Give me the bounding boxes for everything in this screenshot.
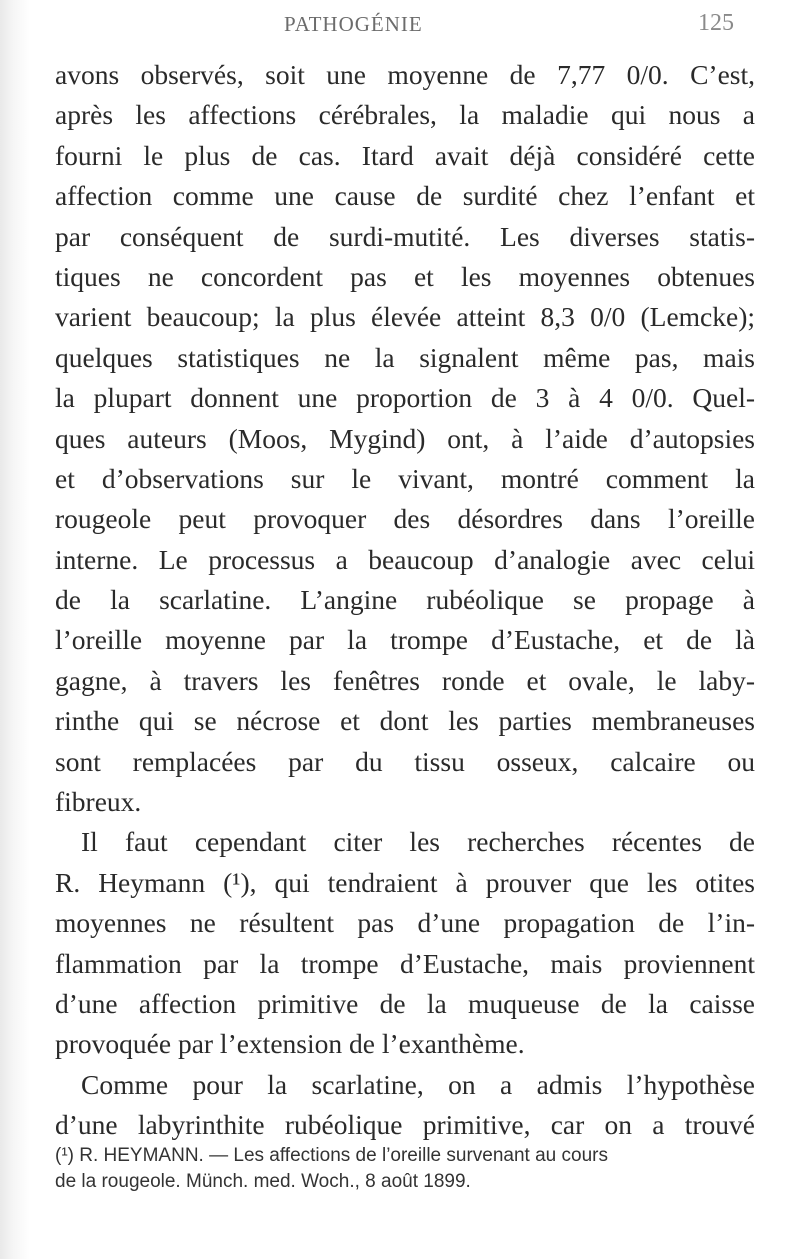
text-line: la plupart donnent une proportion de 3 à 4 0/0. Quel- (55, 382, 755, 414)
text-line: flammation par la trompe d’Eustache, mais proviennent (55, 947, 755, 979)
text-line: gagne, à travers les fenêtres ronde et ovale, le laby- (55, 664, 755, 696)
footnote-line: de la rougeole. Münch. med. Woch., 8 août 1899. (55, 1171, 471, 1192)
footnote-line: (¹) R. HEYMANN. — Les affections de l’oreille survenant au cours (55, 1145, 608, 1166)
paragraph-start-line: Comme pour la scarlatine, on a admis l’hypothèse (81, 1068, 755, 1100)
text-line: d’une labyrinthite rubéolique primitive, car on a trouvé (55, 1109, 755, 1141)
text-line: et d’observations sur le vivant, montré comment la (55, 462, 755, 494)
text-line: après les affections cérébrales, la maladie qui nous a (55, 99, 755, 131)
body-text (55, 55, 755, 1146)
text-line: tiques ne concordent pas et les moyennes obtenues (55, 260, 755, 292)
text-line: quelques statistiques ne la signalent même pas, mais (55, 341, 755, 373)
footnote (55, 1143, 755, 1195)
text-line: sont remplacées par du tissu osseux, calcaire ou (55, 745, 755, 777)
text-line: R. Heymann (¹), qui tendraient à prouver que les otites (55, 866, 755, 898)
text-line: par conséquent de surdi-mutité. Les diverses statis- (55, 220, 755, 252)
page-number: 125 (698, 10, 734, 36)
text-line: interne. Le processus a beaucoup d’analogie avec celui (55, 543, 755, 575)
paragraph-end-line: provoquée par l’extension de l’exanthème. (55, 1028, 525, 1060)
running-head: PATHOGÉNIE (284, 12, 423, 36)
text-line: l’oreille moyenne par la trompe d’Eustache, et de là (55, 624, 755, 656)
text-line: moyennes ne résultent pas d’une propagation de l’in- (55, 907, 755, 939)
text-line: avons observés, soit une moyenne de 7,77 0/0. C’est, (55, 59, 755, 90)
paragraph-start-line: Il faut cependant citer les recherches récentes de (81, 826, 755, 858)
text-line: ques auteurs (Moos, Mygind) ont, à l’aide d’autopsies (55, 422, 755, 454)
text-line: affection comme une cause de surdité chez l’enfant et (55, 180, 755, 212)
page-header (0, 10, 800, 50)
text-line: de la scarlatine. L’angine rubéolique se propage à (55, 584, 755, 616)
text-line: d’une affection primitive de la muqueuse de la caisse (55, 987, 755, 1019)
text-line: rinthe qui se nécrose et dont les parties membraneuses (55, 705, 755, 737)
text-line: fourni le plus de cas. Itard avait déjà considéré cette (55, 139, 755, 171)
text-line: varient beaucoup; la plus élevée atteint 8,3 0/0 (Lemcke); (55, 301, 755, 333)
paragraph-end-line: fibreux. (55, 786, 142, 818)
text-line: rougeole peut provoquer des désordres dans l’oreille (55, 503, 755, 535)
